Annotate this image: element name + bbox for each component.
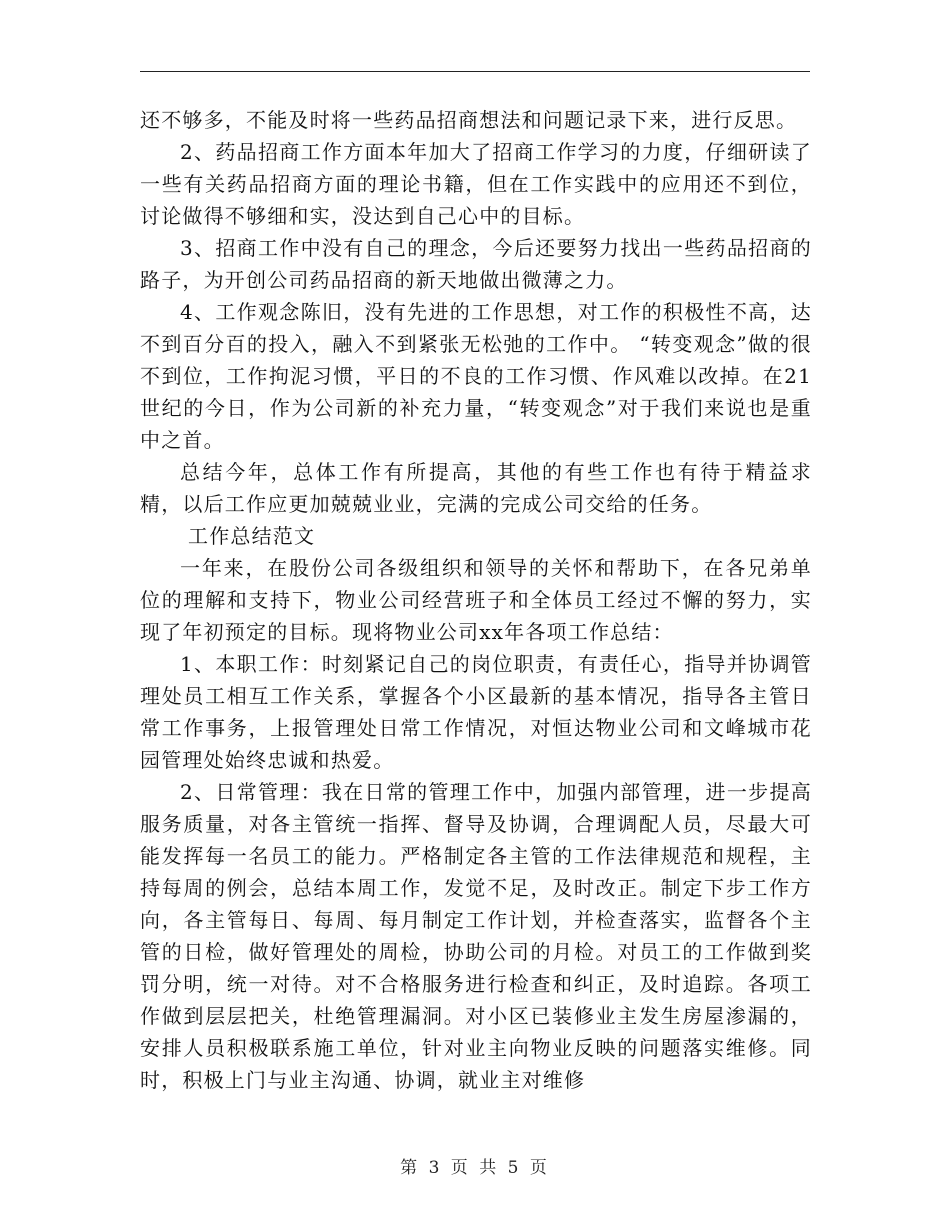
paragraph-duty: 1、本职工作：时刻紧记自己的岗位职责，有责任心，指导并协调管理处员工相互工作关系，掌握各个小区最新的基本情况，指导各主管日常工作事务，上报管理处日常工作情况，对恒达物业公司和文峰城市花园管理处始终忠诚和热爱。 <box>140 652 812 772</box>
document-body <box>140 104 812 1096</box>
paragraph-daily-management: 2、日常管理：我在日常的管理工作中，加强内部管理，进一步提高服务质量，对各主管统一指挥、督导及协调，合理调配人员，尽最大可能发挥每一名员工的能力。严格制定各主管的工作法律规范和规程，主持每周的例会，总结本周工作，发觉不足，及时改正。制定下步工作方向，各主管每日、每周、每月制定工作计划，并检查落实，监督各个主管的日检，做好管理处的周检，协助公司的月检。对员工的工作做到奖罚分明，统一对待。对不合格服务进行检查和纠正，及时追踪。各项工作做到层层把关，杜绝管理漏洞。对小区已装修业主发生房屋渗漏的，安排人员积极联系施工单位，针对业主向物业反映的问题落实维修。同时，积极上门与业主沟通、协调，就业主对维修 <box>140 780 812 1092</box>
section-heading: 工作总结范文 <box>188 524 316 548</box>
header-rule <box>140 71 810 72</box>
paragraph-continuation: 还不够多，不能及时将一些药品招商想法和问题记录下来，进行反思。 <box>140 108 798 132</box>
paragraph-intro: 一年来，在股份公司各级组织和领导的关怀和帮助下，在各兄弟单位的理解和支持下，物业公司经营班子和全体员工经过不懈的努力，实现了年初预定的目标。现将物业公司xx年各项工作总结： <box>140 556 812 644</box>
page-footer: 第 3 页 共 5 页 <box>400 1158 550 1178</box>
paragraph-item-2: 2、药品招商工作方面本年加大了招商工作学习的力度，仔细研读了一些有关药品招商方面的理论书籍，但在工作实践中的应用还不到位，讨论做得不够细和实，没达到自己心中的目标。 <box>140 140 812 228</box>
paragraph-item-4: 4、工作观念陈旧，没有先进的工作思想，对工作的积极性不高，达不到百分百的投入，融入不到紧张无松弛的工作中。 “转变观念”做的很不到位，工作拘泥习惯，平日的不良的工作习惯、作风难以改掉。在21世纪的今日，作为公司新的补充力量，“转变观念”对于我们来说也是重中之首。 <box>140 300 812 452</box>
paragraph-summary: 总结今年，总体工作有所提高，其他的有些工作也有待于精益求精，以后工作应更加兢兢业业，完满的完成公司交给的任务。 <box>140 460 812 516</box>
paragraph-item-3: 3、招商工作中没有自己的理念，今后还要努力找出一些药品招商的路子，为开创公司药品招商的新天地做出微薄之力。 <box>140 236 812 292</box>
